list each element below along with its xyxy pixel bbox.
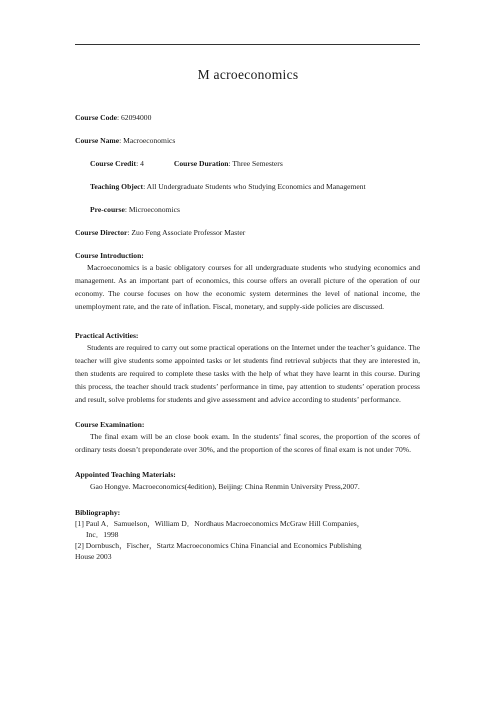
course-director-label: Course Director <box>75 228 128 237</box>
bibliography-item <box>75 540 420 562</box>
materials-text: Gao Hongye. Macroeconomics(4edition), Beijing: China Renmin University Press,2007. <box>90 482 360 491</box>
introduction-text: Macroeconomics is a basic obligatory courses for all undergraduate students who studying economics and management. As an important part of economics, this course offers an overall picture of the operation of our economy. The course focuses on how the economic system determines the level of national income, the unemployment rate, and the rate of inflation. Fiscal, monetary, and supply-side policies are discussed. <box>75 263 420 311</box>
materials-heading: Appointed Teaching Materials: <box>75 470 176 479</box>
pre-course-label: Pre-course <box>90 205 125 214</box>
teaching-object-value: : All Undergraduate Students who Studying Economics and Management <box>143 182 366 191</box>
pre-course-value: : Microeconomics <box>124 205 180 214</box>
teaching-object-row <box>75 181 420 192</box>
course-duration-value: : Three Semesters <box>228 159 283 168</box>
course-director-row <box>75 227 420 238</box>
bibliography-item-continuation: Inc．1998 <box>86 530 119 539</box>
course-name-row <box>75 135 420 146</box>
document-body <box>75 112 420 562</box>
bibliography-item-line: [2] Dornbusch，Fischer，Startz Macroeconomics China Financial and Economics Publishing <box>75 541 362 550</box>
practical-heading: Practical Activities: <box>75 331 139 340</box>
page-title: M acroeconomics <box>197 67 299 82</box>
examination-heading: Course Examination: <box>75 420 145 429</box>
course-duration-label: Course Duration <box>173 159 229 168</box>
bibliography-item-continuation: House 2003 <box>75 552 112 561</box>
course-code-row <box>75 112 420 123</box>
teaching-object-label: Teaching Object <box>90 182 144 191</box>
course-credit-label: Course Credit <box>90 159 137 168</box>
credit-duration-row <box>75 158 420 169</box>
header-rule <box>75 44 420 45</box>
course-code-label: Course Code <box>75 113 117 122</box>
course-name-value: : Macroeconomics <box>119 136 176 145</box>
course-director-value: : Zuo Feng Associate Professor Master <box>127 228 246 237</box>
practical-text: Students are required to carry out some practical operations on the Internet under the teacher’s guidance. The teacher will give students some appointed tasks or let students find retrieval subjects that they are interested in, then students are required to complete these tasks with the help of what they have learnt in this course. During this process, the teacher should track students’ performance in time, pay attention to students’ operation process and result, solve problems for students and give assessment and advice according to students’ performance. <box>75 343 420 404</box>
bibliography-item-line: [1] Paul A．Samuelson，William D．Nordhaus Macroeconomics McGraw Hill Companies， <box>75 519 365 528</box>
course-name-label: Course Name <box>75 136 120 145</box>
introduction-heading: Course Introduction: <box>75 251 144 260</box>
bibliography-list <box>75 518 420 562</box>
course-credit-value: : 4 <box>136 159 144 168</box>
examination-text: The final exam will be an close book exam. In the students’ final scores, the proportion of the scores of ordinary tests doesn’t preponderate over 30%, and the proportion of the scores of final exam is not under 70%. <box>75 432 420 454</box>
bibliography-item <box>75 518 420 540</box>
bibliography-heading: Bibliography: <box>75 508 121 517</box>
course-code-value: : 62094000 <box>116 113 152 122</box>
pre-course-row <box>75 204 420 215</box>
